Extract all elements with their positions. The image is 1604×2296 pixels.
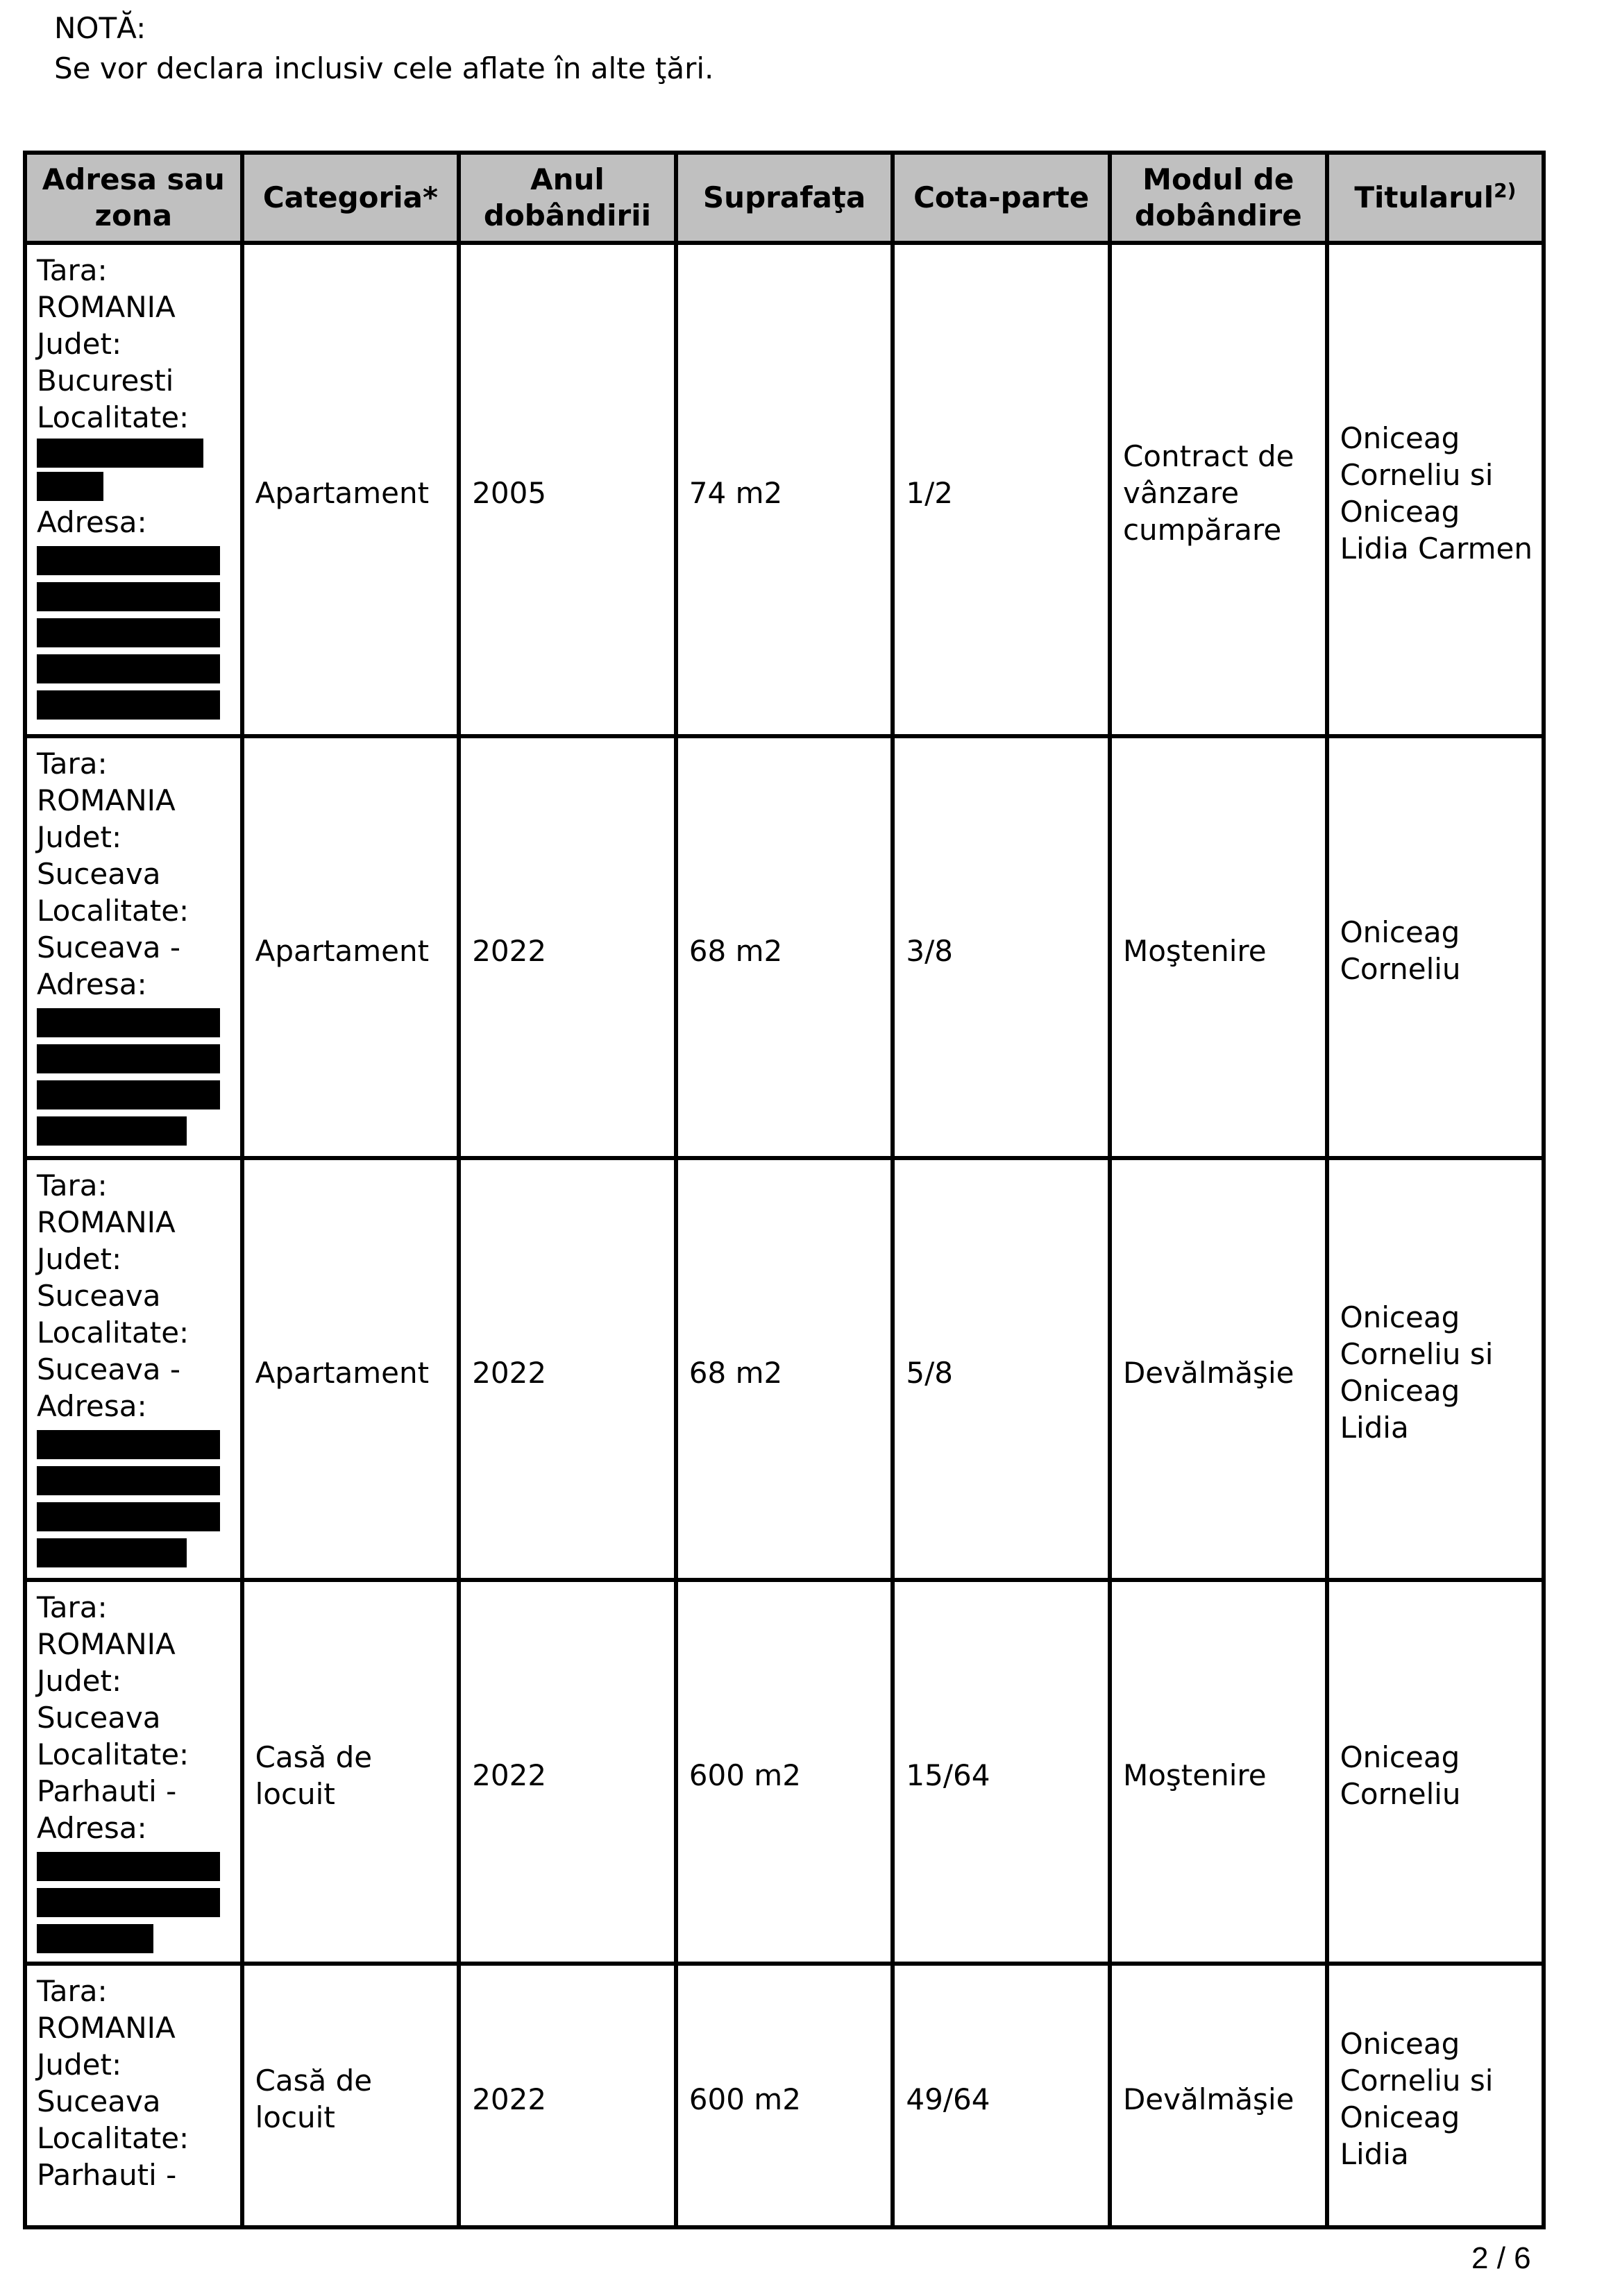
header-row [25, 153, 1544, 243]
header-area: Suprafaţa [676, 153, 893, 243]
redaction-bar [37, 654, 220, 683]
note-text: Se vor declara inclusiv cele aflate în alte ţări. [54, 51, 714, 85]
category-cell: Apartament [242, 736, 459, 1158]
table-row [25, 1158, 1544, 1580]
share-cell: 49/64 [893, 1964, 1110, 2227]
address-cell [25, 1964, 242, 2227]
address-cell [25, 243, 242, 736]
holder-cell: Oniceag Corneliu [1327, 1580, 1544, 1964]
redaction-bar [37, 1852, 220, 1881]
address-line: Adresa: [37, 967, 147, 1001]
address-line: Localitate: [37, 1737, 189, 1771]
category-cell: Apartament [242, 1158, 459, 1580]
address-line: Judet: [37, 1664, 122, 1698]
share-cell: 3/8 [893, 736, 1110, 1158]
header-holder [1327, 153, 1544, 243]
address-line: Parhauti - [37, 2158, 177, 2192]
address-line: ROMANIA [37, 783, 176, 817]
redaction-bar [37, 1008, 220, 1037]
address-line: Adresa: [37, 505, 147, 539]
redaction-bar [37, 1430, 220, 1459]
redaction-bar [37, 690, 220, 720]
address-line: Suceava [37, 1701, 161, 1735]
address-line: Judet: [37, 327, 122, 361]
share-cell: 5/8 [893, 1158, 1110, 1580]
address-line: Localitate: [37, 2121, 189, 2155]
area-cell: 68 m2 [676, 1158, 893, 1580]
header-holder-footnote: 2) [1494, 179, 1517, 202]
holder-cell: Oniceag Corneliu si Oniceag Lidia Carmen [1327, 243, 1544, 736]
address-line: ROMANIA [37, 1205, 176, 1239]
redaction-bar [37, 1044, 220, 1073]
address-line: Bucuresti [37, 364, 174, 398]
address-line: Tara: [37, 1590, 108, 1624]
header-share: Cota-parte [893, 153, 1110, 243]
address-line: Adresa: [37, 1811, 147, 1845]
year-cell: 2022 [459, 736, 676, 1158]
table-row [25, 1964, 1544, 2227]
address-line: Suceava - [37, 930, 181, 964]
address-line: Tara: [37, 253, 108, 287]
address-line: ROMANIA [37, 1627, 176, 1661]
page-number: 2 / 6 [1471, 2241, 1531, 2275]
mode-cell: Devălmăşie [1110, 1158, 1327, 1580]
address-cell [25, 736, 242, 1158]
address-line: Localitate: [37, 1316, 189, 1350]
mode-cell: Contract de vânzare cumpărare [1110, 243, 1327, 736]
share-cell: 1/2 [893, 243, 1110, 736]
category-cell: Casă de locuit [242, 1964, 459, 2227]
redaction-bar [37, 1888, 220, 1917]
share-cell: 15/64 [893, 1580, 1110, 1964]
redaction-bar [37, 582, 220, 611]
year-cell: 2022 [459, 1158, 676, 1580]
redaction-bar [37, 439, 203, 468]
redaction-bar [37, 472, 103, 501]
category-cell: Apartament [242, 243, 459, 736]
area-cell: 600 m2 [676, 1580, 893, 1964]
redaction-bar [37, 618, 220, 647]
table-row [25, 1580, 1544, 1964]
header-year: Anul dobândirii [459, 153, 676, 243]
table-row [25, 243, 1544, 736]
address-cell [25, 1158, 242, 1580]
note-block [54, 8, 714, 89]
holder-cell: Oniceag Corneliu si Oniceag Lidia [1327, 1158, 1544, 1580]
address-cell [25, 1580, 242, 1964]
address-line: Adresa: [37, 1389, 147, 1423]
holder-cell: Oniceag Corneliu [1327, 736, 1544, 1158]
header-category: Categoria* [242, 153, 459, 243]
address-line: Judet: [37, 820, 122, 854]
address-line: Suceava [37, 2084, 161, 2118]
header-mode: Modul de dobândire [1110, 153, 1327, 243]
redaction-bar [37, 1116, 187, 1146]
redaction-bar [37, 1080, 220, 1109]
address-line: Judet: [37, 2048, 122, 2082]
redaction-bar [37, 1502, 220, 1531]
header-holder-label: Titularul [1354, 180, 1494, 214]
note-title: NOTĂ: [54, 11, 146, 45]
address-line: Suceava [37, 1279, 161, 1313]
redaction-bar [37, 1538, 187, 1567]
area-cell: 68 m2 [676, 736, 893, 1158]
year-cell: 2022 [459, 1580, 676, 1964]
property-table [23, 151, 1546, 2229]
area-cell: 600 m2 [676, 1964, 893, 2227]
address-line: Parhauti - [37, 1774, 177, 1808]
area-cell: 74 m2 [676, 243, 893, 736]
address-line: Suceava - [37, 1352, 181, 1386]
redaction-bar [37, 1924, 153, 1953]
header-address: Adresa sau zona [25, 153, 242, 243]
address-line: Suceava [37, 857, 161, 891]
address-line: Localitate: [37, 894, 189, 928]
holder-cell: Oniceag Corneliu si Oniceag Lidia [1327, 1964, 1544, 2227]
redaction-bar [37, 1466, 220, 1495]
address-line: Tara: [37, 1974, 108, 2008]
year-cell: 2022 [459, 1964, 676, 2227]
year-cell: 2005 [459, 243, 676, 736]
address-line: ROMANIA [37, 290, 176, 324]
redaction-bar [37, 546, 220, 575]
address-line: Localitate: [37, 400, 189, 434]
address-line: Tara: [37, 1168, 108, 1202]
table-row [25, 736, 1544, 1158]
address-line: Judet: [37, 1242, 122, 1276]
address-line: Tara: [37, 747, 108, 781]
mode-cell: Moştenire [1110, 736, 1327, 1158]
address-line: ROMANIA [37, 2011, 176, 2045]
mode-cell: Devălmăşie [1110, 1964, 1327, 2227]
category-cell: Casă de locuit [242, 1580, 459, 1964]
mode-cell: Moştenire [1110, 1580, 1327, 1964]
